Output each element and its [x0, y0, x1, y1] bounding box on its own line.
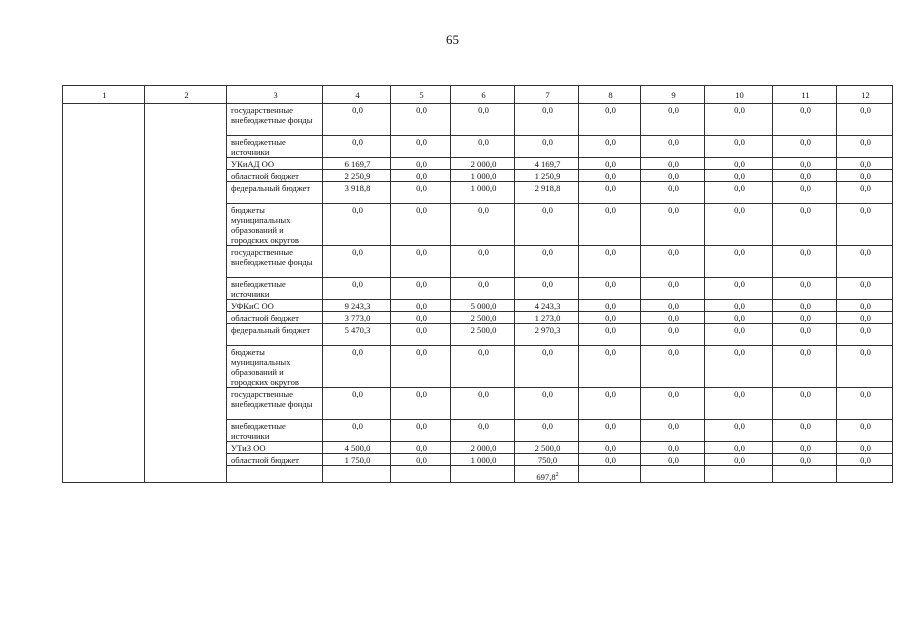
row-label: внебюджетные источники	[227, 136, 323, 158]
row-label: бюджеты муниципальных образований и городских округов	[227, 204, 323, 246]
value-cell: 2 970,3	[515, 324, 579, 346]
value-cell: 0,0	[705, 278, 773, 300]
value-cell: 1 000,0	[451, 170, 515, 182]
value-cell: 0,0	[705, 204, 773, 246]
blank-cell	[451, 466, 515, 483]
value-cell: 0,0	[641, 442, 705, 454]
value-cell: 0,0	[451, 346, 515, 388]
value-cell: 0,0	[515, 204, 579, 246]
value-cell: 0,0	[641, 388, 705, 420]
value-cell: 4 500,0	[323, 442, 391, 454]
header-cell: 2	[145, 86, 227, 104]
value-cell: 0,0	[515, 136, 579, 158]
header-cell: 9	[641, 86, 705, 104]
row-label: областной бюджет	[227, 312, 323, 324]
value-cell: 0,0	[773, 278, 837, 300]
value-cell: 0,0	[579, 346, 641, 388]
header-cell: 8	[579, 86, 641, 104]
value-cell: 0,0	[837, 170, 893, 182]
value-cell: 0,0	[515, 346, 579, 388]
value-cell: 0,0	[579, 420, 641, 442]
value-cell: 0,0	[391, 312, 451, 324]
value-cell: 0,0	[837, 246, 893, 278]
header-row	[63, 86, 893, 104]
value-cell: 0,0	[391, 158, 451, 170]
value-cell: 0,0	[391, 324, 451, 346]
value-cell: 0,0	[837, 442, 893, 454]
value-cell: 0,0	[773, 170, 837, 182]
value-cell: 0,0	[391, 136, 451, 158]
value-cell: 0,0	[391, 300, 451, 312]
blank-cell	[227, 466, 323, 483]
value-cell: 0,0	[837, 204, 893, 246]
value-cell: 0,0	[579, 104, 641, 136]
value-cell: 0,0	[837, 104, 893, 136]
value-cell: 2 250,9	[323, 170, 391, 182]
value-cell: 0,0	[641, 454, 705, 466]
value-cell: 0,0	[451, 278, 515, 300]
value-cell: 0,0	[705, 324, 773, 346]
header-cell: 11	[773, 86, 837, 104]
value-cell: 0,0	[773, 158, 837, 170]
value-cell: 0,0	[705, 442, 773, 454]
value-cell: 4 169,7	[515, 158, 579, 170]
row-label: федеральный бюджет	[227, 324, 323, 346]
budget-table	[62, 85, 893, 483]
value-cell: 0,0	[641, 104, 705, 136]
value-cell: 0,0	[773, 246, 837, 278]
blank-cell	[705, 466, 773, 483]
value-cell: 0,0	[579, 158, 641, 170]
row-label: государственные внебюджетные фонды	[227, 388, 323, 420]
row-label: УТиЗ ОО	[227, 442, 323, 454]
col2-merged-cell	[145, 104, 227, 483]
value-cell: 0,0	[391, 442, 451, 454]
value-cell: 0,0	[323, 136, 391, 158]
value-cell: 0,0	[323, 388, 391, 420]
value-cell: 0,0	[579, 136, 641, 158]
value-cell: 0,0	[641, 420, 705, 442]
footnote-mark: 2	[555, 472, 559, 479]
blank-cell	[837, 466, 893, 483]
value-cell: 0,0	[705, 454, 773, 466]
value-cell: 0,0	[579, 324, 641, 346]
table-row	[63, 104, 893, 136]
value-cell: 0,0	[515, 246, 579, 278]
value-cell: 0,0	[773, 388, 837, 420]
value-cell: 0,0	[579, 246, 641, 278]
header-cell: 7	[515, 86, 579, 104]
value-cell: 0,0	[391, 388, 451, 420]
page-number: 65	[446, 32, 459, 47]
value-cell: 0,0	[579, 442, 641, 454]
total-value: 697,8	[536, 472, 556, 482]
value-cell: 0,0	[773, 104, 837, 136]
value-cell: 0,0	[579, 388, 641, 420]
value-cell: 0,0	[641, 300, 705, 312]
value-cell: 0,0	[773, 420, 837, 442]
value-cell: 0,0	[837, 182, 893, 204]
value-cell: 0,0	[579, 204, 641, 246]
value-cell: 1 000,0	[451, 454, 515, 466]
value-cell: 0,0	[773, 312, 837, 324]
value-cell: 0,0	[391, 204, 451, 246]
blank-cell	[641, 466, 705, 483]
col1-merged-cell	[63, 104, 145, 483]
row-label: областной бюджет	[227, 454, 323, 466]
value-cell: 0,0	[451, 104, 515, 136]
blank-cell	[773, 466, 837, 483]
value-cell: 2 500,0	[515, 442, 579, 454]
value-cell: 0,0	[641, 182, 705, 204]
value-cell: 3 918,8	[323, 182, 391, 204]
value-cell: 0,0	[641, 158, 705, 170]
value-cell: 0,0	[391, 346, 451, 388]
value-cell: 0,0	[705, 104, 773, 136]
value-cell: 0,0	[515, 104, 579, 136]
value-cell: 2 500,0	[451, 324, 515, 346]
value-cell: 0,0	[391, 420, 451, 442]
value-cell: 0,0	[773, 136, 837, 158]
value-cell: 1 750,0	[323, 454, 391, 466]
value-cell: 0,0	[705, 182, 773, 204]
value-cell: 0,0	[579, 312, 641, 324]
value-cell: 0,0	[391, 182, 451, 204]
value-cell: 0,0	[837, 324, 893, 346]
value-cell: 2 000,0	[451, 442, 515, 454]
value-cell: 0,0	[773, 300, 837, 312]
row-label: федеральный бюджет	[227, 182, 323, 204]
value-cell: 0,0	[705, 136, 773, 158]
value-cell: 0,0	[323, 246, 391, 278]
header-cell: 4	[323, 86, 391, 104]
value-cell: 0,0	[837, 388, 893, 420]
value-cell: 2 000,0	[451, 158, 515, 170]
value-cell: 0,0	[323, 346, 391, 388]
value-cell: 0,0	[579, 300, 641, 312]
value-cell: 0,0	[705, 158, 773, 170]
value-cell: 0,0	[705, 346, 773, 388]
value-cell: 0,0	[705, 246, 773, 278]
value-cell: 9 243,3	[323, 300, 391, 312]
value-cell: 2 918,8	[515, 182, 579, 204]
value-cell: 0,0	[773, 204, 837, 246]
value-cell: 750,0	[515, 454, 579, 466]
value-cell: 0,0	[323, 104, 391, 136]
value-cell: 4 243,3	[515, 300, 579, 312]
value-cell: 0,0	[641, 170, 705, 182]
value-cell: 0,0	[773, 182, 837, 204]
row-label: областной бюджет	[227, 170, 323, 182]
value-cell: 0,0	[323, 278, 391, 300]
value-cell: 0,0	[837, 346, 893, 388]
value-cell: 1 250,9	[515, 170, 579, 182]
value-cell: 0,0	[641, 312, 705, 324]
blank-cell	[323, 466, 391, 483]
value-cell: 3 773,0	[323, 312, 391, 324]
value-cell: 0,0	[705, 388, 773, 420]
row-label: государственные внебюджетные фонды	[227, 246, 323, 278]
value-cell: 0,0	[323, 204, 391, 246]
total-cell	[515, 466, 579, 483]
value-cell: 0,0	[579, 454, 641, 466]
value-cell: 2 500,0	[451, 312, 515, 324]
value-cell: 0,0	[837, 312, 893, 324]
value-cell: 0,0	[451, 246, 515, 278]
value-cell: 0,0	[579, 170, 641, 182]
value-cell: 0,0	[579, 278, 641, 300]
value-cell: 0,0	[391, 170, 451, 182]
value-cell: 0,0	[451, 420, 515, 442]
value-cell: 0,0	[641, 278, 705, 300]
row-label: УФКиС ОО	[227, 300, 323, 312]
value-cell: 0,0	[515, 388, 579, 420]
value-cell: 5 000,0	[451, 300, 515, 312]
value-cell: 0,0	[641, 136, 705, 158]
value-cell: 0,0	[837, 158, 893, 170]
row-label: внебюджетные источники	[227, 420, 323, 442]
header-cell: 12	[837, 86, 893, 104]
value-cell: 0,0	[837, 420, 893, 442]
value-cell: 0,0	[641, 204, 705, 246]
value-cell: 0,0	[773, 346, 837, 388]
value-cell: 0,0	[391, 278, 451, 300]
value-cell: 0,0	[705, 170, 773, 182]
header-cell: 6	[451, 86, 515, 104]
value-cell: 0,0	[705, 312, 773, 324]
row-label: бюджеты муниципальных образований и городских округов	[227, 346, 323, 388]
header-cell: 1	[63, 86, 145, 104]
value-cell: 0,0	[323, 420, 391, 442]
value-cell: 0,0	[451, 388, 515, 420]
value-cell: 0,0	[641, 246, 705, 278]
value-cell: 0,0	[837, 278, 893, 300]
value-cell: 0,0	[391, 104, 451, 136]
header-cell: 3	[227, 86, 323, 104]
value-cell: 0,0	[837, 300, 893, 312]
blank-cell	[391, 466, 451, 483]
value-cell: 0,0	[579, 182, 641, 204]
value-cell: 6 169,7	[323, 158, 391, 170]
row-label: УКиАД ОО	[227, 158, 323, 170]
value-cell: 0,0	[837, 454, 893, 466]
value-cell: 0,0	[773, 454, 837, 466]
value-cell: 0,0	[773, 324, 837, 346]
value-cell: 1 273,0	[515, 312, 579, 324]
header-cell: 5	[391, 86, 451, 104]
header-cell: 10	[705, 86, 773, 104]
row-label: государственные внебюджетные фонды	[227, 104, 323, 136]
value-cell: 0,0	[515, 278, 579, 300]
value-cell: 0,0	[391, 454, 451, 466]
value-cell: 0,0	[773, 442, 837, 454]
value-cell: 0,0	[515, 420, 579, 442]
value-cell: 5 470,3	[323, 324, 391, 346]
row-label: внебюджетные источники	[227, 278, 323, 300]
value-cell: 0,0	[705, 300, 773, 312]
value-cell: 0,0	[451, 204, 515, 246]
value-cell: 0,0	[391, 246, 451, 278]
blank-cell	[579, 466, 641, 483]
value-cell: 0,0	[641, 346, 705, 388]
value-cell: 0,0	[641, 324, 705, 346]
value-cell: 0,0	[837, 136, 893, 158]
value-cell: 1 000,0	[451, 182, 515, 204]
value-cell: 0,0	[705, 420, 773, 442]
value-cell: 0,0	[451, 136, 515, 158]
